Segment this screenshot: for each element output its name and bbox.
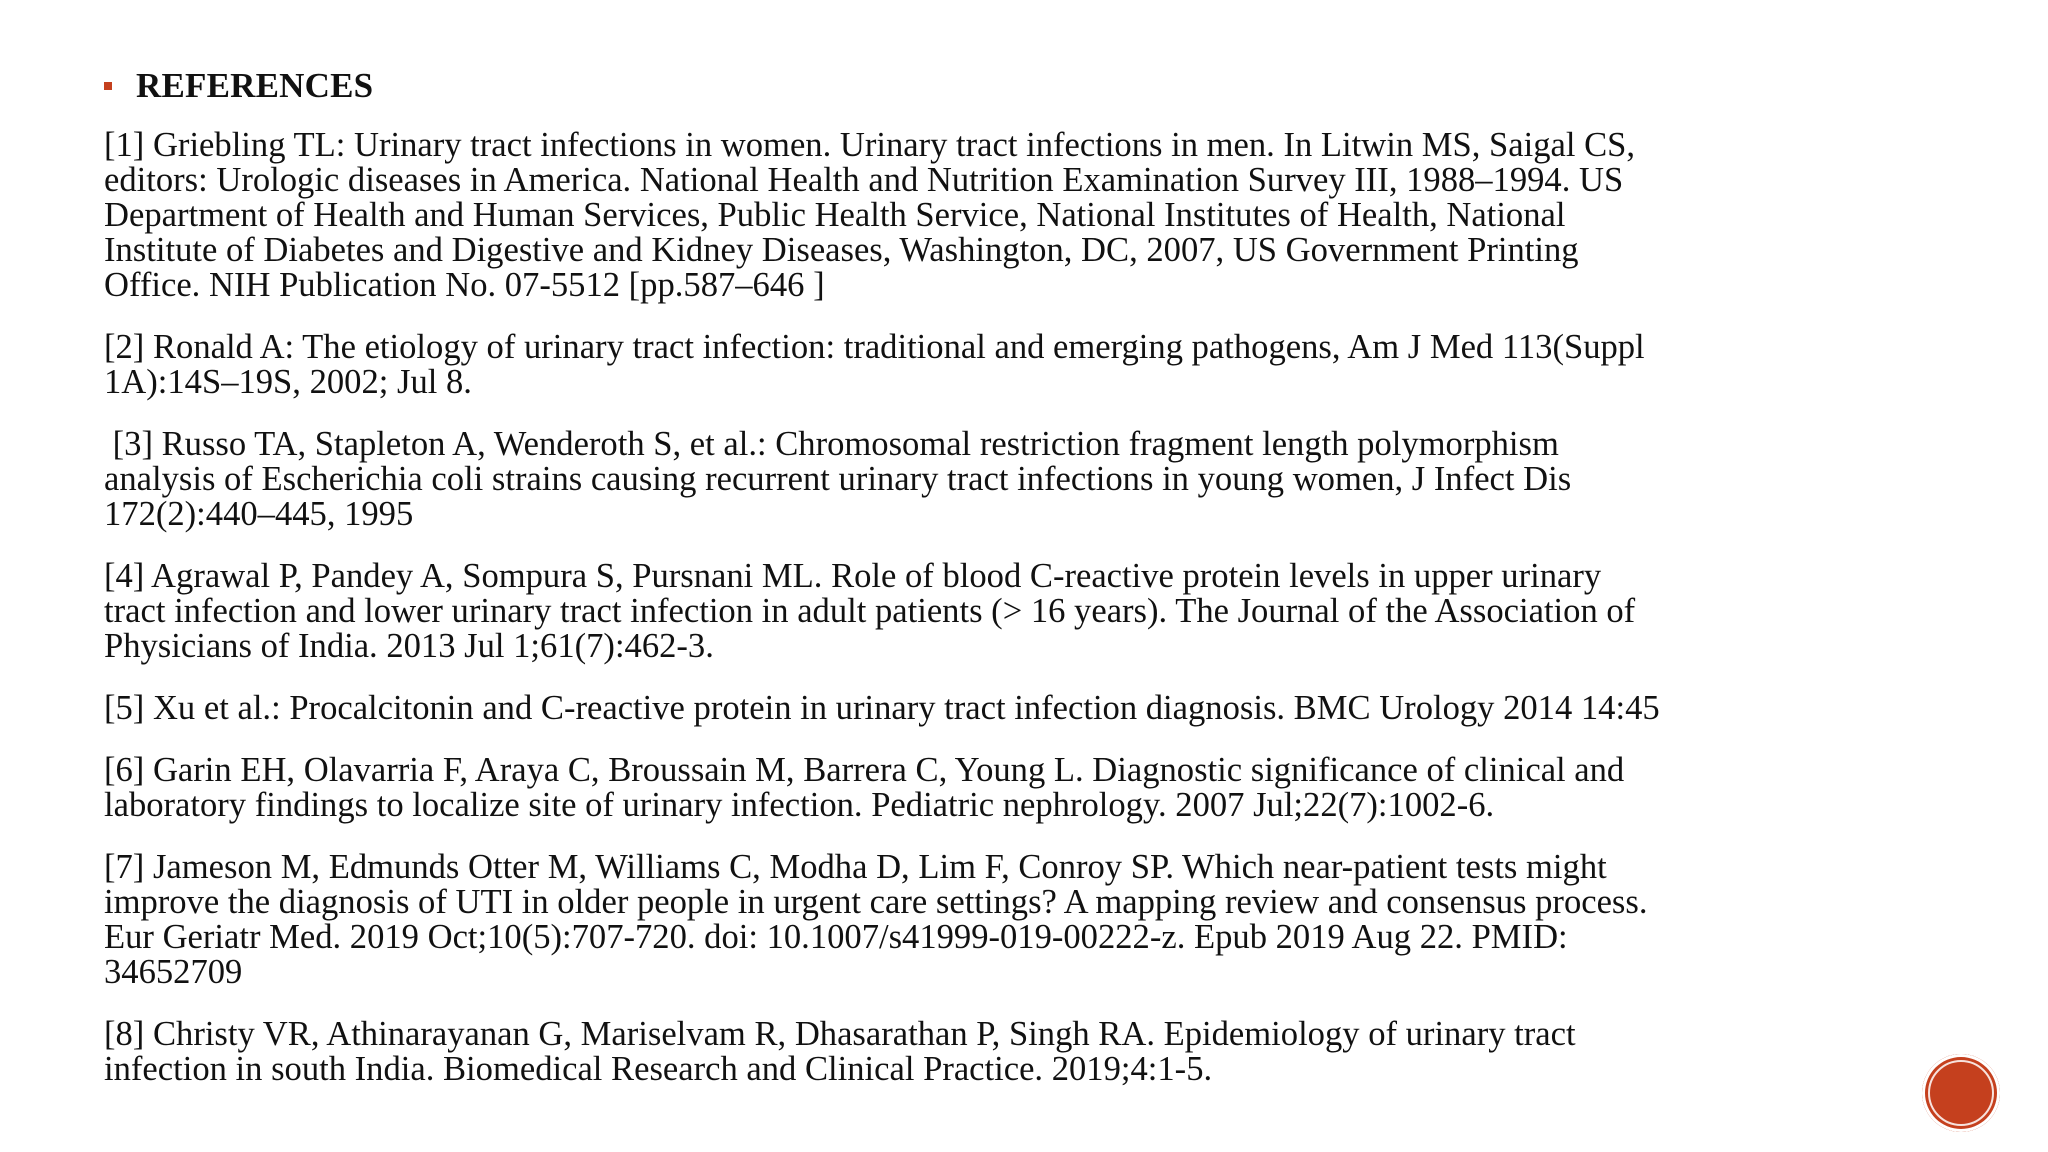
reference-item (104, 330, 1994, 400)
reference-line: Eur Geriatr Med. 2019 Oct;10(5):707-720. doi: 10.1007/s41999-019-00222-z. Epub 2019 Aug 22. PMID: (104, 918, 1568, 956)
reference-line: [3] Russo TA, Stapleton A, Wenderoth S, et al.: Chromosomal restriction fragment length polymorphism (104, 425, 1559, 463)
reference-line: 34652709 (104, 953, 243, 991)
reference-line: [8] Christy VR, Athinarayanan G, Mariselvam R, Dhasarathan P, Singh RA. Epidemiology of urinary tract (104, 1015, 1576, 1053)
reference-line: [6] Garin EH, Olavarria F, Araya C, Broussain M, Barrera C, Young L. Diagnostic significance of clinical and (104, 751, 1625, 789)
reference-line: Office. NIH Publication No. 07-5512 [pp.587–646 ] (104, 266, 825, 304)
reference-item (104, 427, 1994, 532)
reference-line: editors: Urologic diseases in America. National Health and Nutrition Examination Survey III, 1988–1994. US (104, 161, 1624, 199)
bullet-icon (104, 82, 112, 90)
reference-line: [2] Ronald A: The etiology of urinary tract infection: traditional and emerging pathogens, Am J Med 113(Suppl (104, 328, 1645, 366)
reference-list (104, 128, 1994, 1114)
reference-line: [7] Jameson M, Edmunds Otter M, Williams C, Modha D, Lim F, Conroy SP. Which near-patient tests might (104, 848, 1607, 886)
reference-line: infection in south India. Biomedical Research and Clinical Practice. 2019;4:1-5. (104, 1050, 1213, 1088)
reference-line: laboratory findings to localize site of urinary infection. Pediatric nephrology. 2007 Jul;22(7):1002-6. (104, 786, 1495, 824)
reference-item (104, 850, 1994, 990)
reference-line: Institute of Diabetes and Digestive and Kidney Diseases, Washington, DC, 2007, US Government Printing (104, 231, 1579, 269)
reference-item (104, 691, 1994, 726)
reference-line: Physicians of India. 2013 Jul 1;61(7):462-3. (104, 627, 714, 665)
reference-line: improve the diagnosis of UTI in older people in urgent care settings? A mapping review and consensus process. (104, 883, 1648, 921)
reference-item (104, 753, 1994, 823)
reference-line: 172(2):440–445, 1995 (104, 495, 414, 533)
heading-row (104, 66, 373, 106)
reference-line: [5] Xu et al.: Procalcitonin and C-reactive protein in urinary tract infection diagnosis. BMC Urology 2014 14:45 (104, 689, 1660, 727)
reference-line: Department of Health and Human Services, Public Health Service, National Institutes of Health, National (104, 196, 1566, 234)
reference-item (104, 559, 1994, 664)
reference-line: [4] Agrawal P, Pandey A, Sompura S, Pursnani ML. Role of blood C-reactive protein levels in upper urinary (104, 557, 1602, 595)
reference-line: tract infection and lower urinary tract infection in adult patients (> 16 years). The Journal of the Association of (104, 592, 1636, 630)
reference-item (104, 1017, 1994, 1087)
slide-badge-icon (1922, 1054, 2000, 1132)
reference-line: [1] Griebling TL: Urinary tract infections in women. Urinary tract infections in men. In Litwin MS, Saigal CS, (104, 126, 1636, 164)
reference-line: 1A):14S–19S, 2002; Jul 8. (104, 363, 472, 401)
reference-line: analysis of Escherichia coli strains causing recurrent urinary tract infections in young women, J Infect Dis (104, 460, 1572, 498)
page-title: REFERENCES (136, 66, 374, 105)
reference-item (104, 128, 1994, 303)
